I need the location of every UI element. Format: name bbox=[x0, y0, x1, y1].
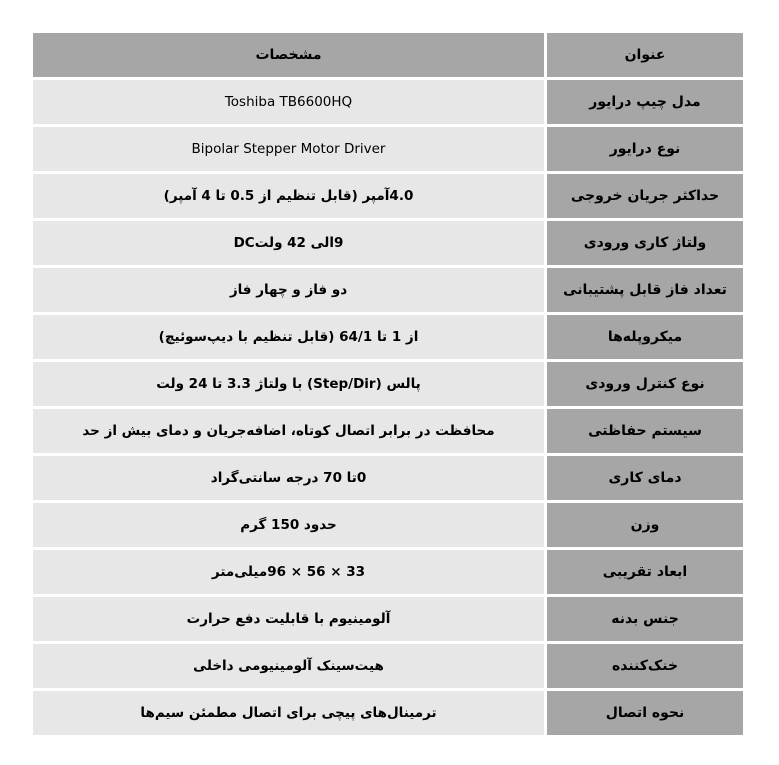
row-value: محافظت در برابر اتصال کوتاه، اضافه‌جریان و دمای بیش از حد bbox=[33, 409, 544, 456]
table-row bbox=[33, 691, 743, 735]
row-value: ترمینال‌های پیچی برای اتصال مطمئن سیم‌ها bbox=[33, 691, 544, 735]
row-value: حدود 150 گرم bbox=[33, 503, 544, 550]
row-value: آلومینیوم با قابلیت دفع حرارت bbox=[33, 597, 544, 644]
table-row bbox=[33, 644, 743, 691]
row-title: حداکثر جریان خروجی bbox=[544, 174, 743, 221]
table-row bbox=[33, 127, 743, 174]
table-row bbox=[33, 221, 743, 268]
table-row bbox=[33, 80, 743, 127]
row-title: نحوه اتصال bbox=[544, 691, 743, 735]
table-header-row bbox=[33, 33, 743, 80]
row-title: وزن bbox=[544, 503, 743, 550]
table-row bbox=[33, 409, 743, 456]
row-title: ابعاد تقریبی bbox=[544, 550, 743, 597]
row-value: 0تا 70 درجه سانتی‌گراد bbox=[33, 456, 544, 503]
row-value: 9الی 42 ولتDC bbox=[33, 221, 544, 268]
row-title: دمای کاری bbox=[544, 456, 743, 503]
row-title: خنک‌کننده bbox=[544, 644, 743, 691]
row-title: سیستم حفاظتی bbox=[544, 409, 743, 456]
table-row bbox=[33, 268, 743, 315]
row-value: 33 × 56 × 96میلی‌متر bbox=[33, 550, 544, 597]
table-row bbox=[33, 550, 743, 597]
row-title: مدل چیپ درایور bbox=[544, 80, 743, 127]
row-value: دو فاز و چهار فاز bbox=[33, 268, 544, 315]
table-row bbox=[33, 315, 743, 362]
row-value: هیت‌سینک آلومینیومی داخلی bbox=[33, 644, 544, 691]
row-value: Toshiba TB6600HQ bbox=[33, 80, 544, 127]
row-title: نوع درایور bbox=[544, 127, 743, 174]
table-row bbox=[33, 503, 743, 550]
table-row bbox=[33, 362, 743, 409]
row-title: نوع کنترل ورودی bbox=[544, 362, 743, 409]
row-title: تعداد فاز قابل پشتیبانی bbox=[544, 268, 743, 315]
header-spec-cell: مشخصات bbox=[33, 33, 544, 80]
table-row bbox=[33, 456, 743, 503]
table-row bbox=[33, 597, 743, 644]
row-value: 4.0آمپر (قابل تنظیم از 0.5 تا 4 آمپر) bbox=[33, 174, 544, 221]
table-row bbox=[33, 174, 743, 221]
row-value: Bipolar Stepper Motor Driver bbox=[33, 127, 544, 174]
header-title-cell: عنوان bbox=[544, 33, 743, 80]
row-value: پالس (Step/Dir) با ولتاژ 3.3 تا 24 ولت bbox=[33, 362, 544, 409]
row-title: میکروپله‌ها bbox=[544, 315, 743, 362]
row-title: ولتاژ کاری ورودی bbox=[544, 221, 743, 268]
row-value: از 1 تا 64/1 (قابل تنظیم با دیپ‌سوئیچ) bbox=[33, 315, 544, 362]
row-title: جنس بدنه bbox=[544, 597, 743, 644]
spec-table bbox=[33, 33, 743, 735]
